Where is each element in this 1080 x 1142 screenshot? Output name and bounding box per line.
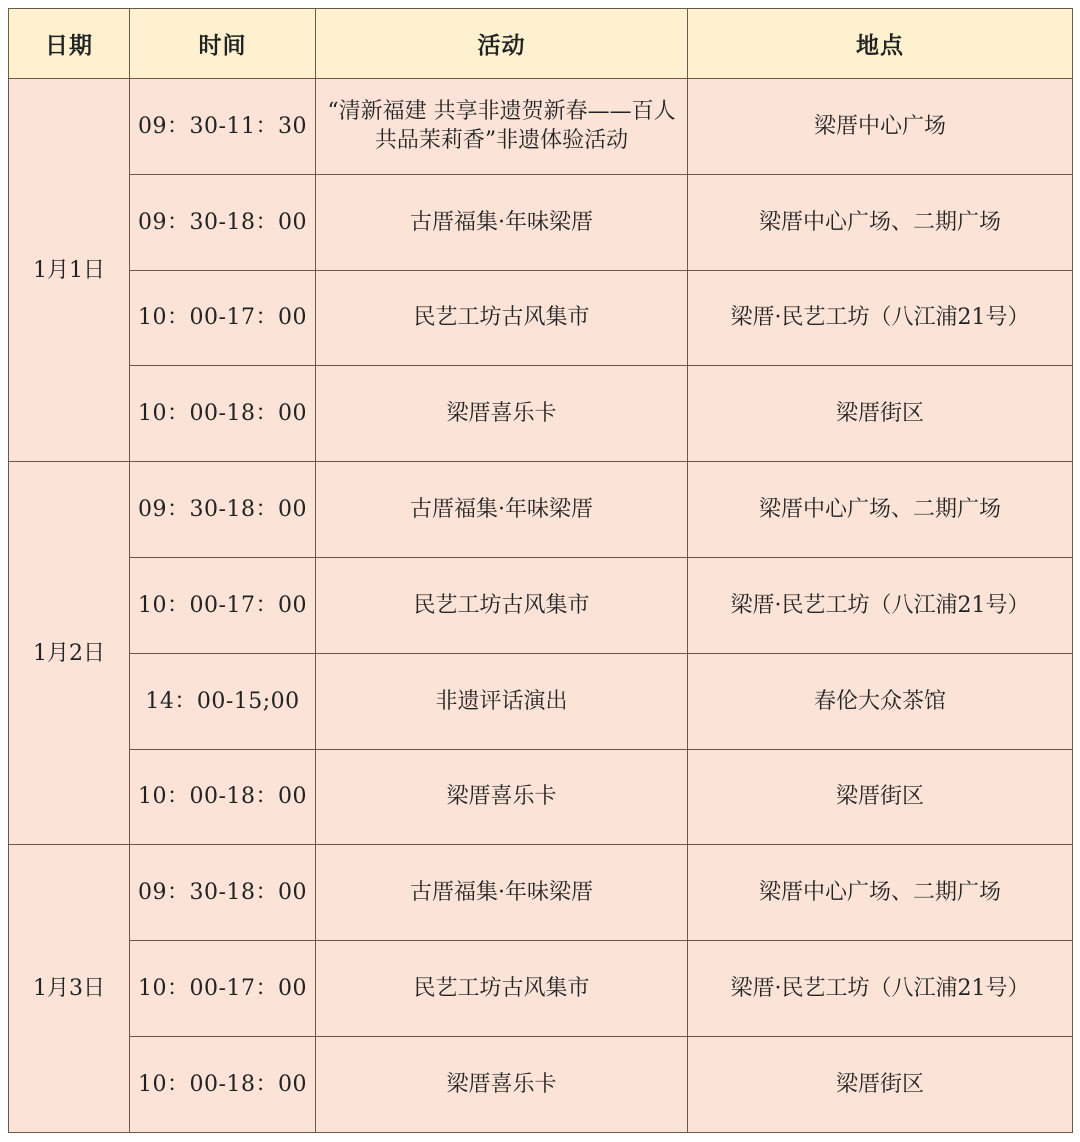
table-row (9, 749, 1073, 845)
table-row (9, 174, 1073, 270)
time-cell: 09：30-18：00 (130, 462, 316, 558)
time-cell: 09：30-18：00 (130, 845, 316, 941)
activity-cell: 梁厝喜乐卡 (316, 1036, 688, 1132)
table-row (9, 1036, 1073, 1132)
location-cell: 春伦大众茶馆 (688, 653, 1073, 749)
table-row (9, 462, 1073, 558)
location-cell: 梁厝街区 (688, 749, 1073, 845)
time-cell: 09：30-11：30 (130, 79, 316, 175)
location-cell: 梁厝·民艺工坊（八江浦21号） (688, 557, 1073, 653)
location-cell: 梁厝中心广场、二期广场 (688, 845, 1073, 941)
activity-cell: 非遗评话演出 (316, 653, 688, 749)
activity-cell: 古厝福集·年味梁厝 (316, 845, 688, 941)
location-cell: 梁厝街区 (688, 366, 1073, 462)
location-cell: 梁厝街区 (688, 1036, 1073, 1132)
activity-cell: 古厝福集·年味梁厝 (316, 174, 688, 270)
activity-cell: 民艺工坊古风集市 (316, 270, 688, 366)
time-cell: 10：00-18：00 (130, 749, 316, 845)
location-cell: 梁厝中心广场、二期广场 (688, 174, 1073, 270)
table-row (9, 270, 1073, 366)
time-cell: 10：00-18：00 (130, 366, 316, 462)
time-cell: 10：00-18：00 (130, 1036, 316, 1132)
header-row (9, 9, 1073, 79)
table-row (9, 557, 1073, 653)
time-cell: 10：00-17：00 (130, 557, 316, 653)
time-cell: 10：00-17：00 (130, 941, 316, 1037)
date-cell: 1月3日 (9, 845, 130, 1132)
activity-cell: 梁厝喜乐卡 (316, 366, 688, 462)
time-cell: 10：00-17：00 (130, 270, 316, 366)
location-cell: 梁厝中心广场 (688, 79, 1073, 175)
time-cell: 14：00-15;00 (130, 653, 316, 749)
activity-cell: 民艺工坊古风集市 (316, 941, 688, 1037)
location-cell: 梁厝·民艺工坊（八江浦21号） (688, 270, 1073, 366)
table-row (9, 366, 1073, 462)
table-row (9, 941, 1073, 1037)
activity-cell: “清新福建 共享非遗贺新春——百人共品茉莉香”非遗体验活动 (316, 79, 688, 175)
header-time: 时间 (130, 9, 316, 79)
date-cell: 1月2日 (9, 462, 130, 845)
location-cell: 梁厝·民艺工坊（八江浦21号） (688, 941, 1073, 1037)
table-row (9, 79, 1073, 175)
activity-cell: 民艺工坊古风集市 (316, 557, 688, 653)
table-row (9, 845, 1073, 941)
location-cell: 梁厝中心广场、二期广场 (688, 462, 1073, 558)
date-cell: 1月1日 (9, 79, 130, 462)
schedule-table (8, 8, 1073, 1133)
header-location: 地点 (688, 9, 1073, 79)
activity-cell: 梁厝喜乐卡 (316, 749, 688, 845)
time-cell: 09：30-18：00 (130, 174, 316, 270)
header-date: 日期 (9, 9, 130, 79)
header-activity: 活动 (316, 9, 688, 79)
table-row (9, 653, 1073, 749)
activity-cell: 古厝福集·年味梁厝 (316, 462, 688, 558)
